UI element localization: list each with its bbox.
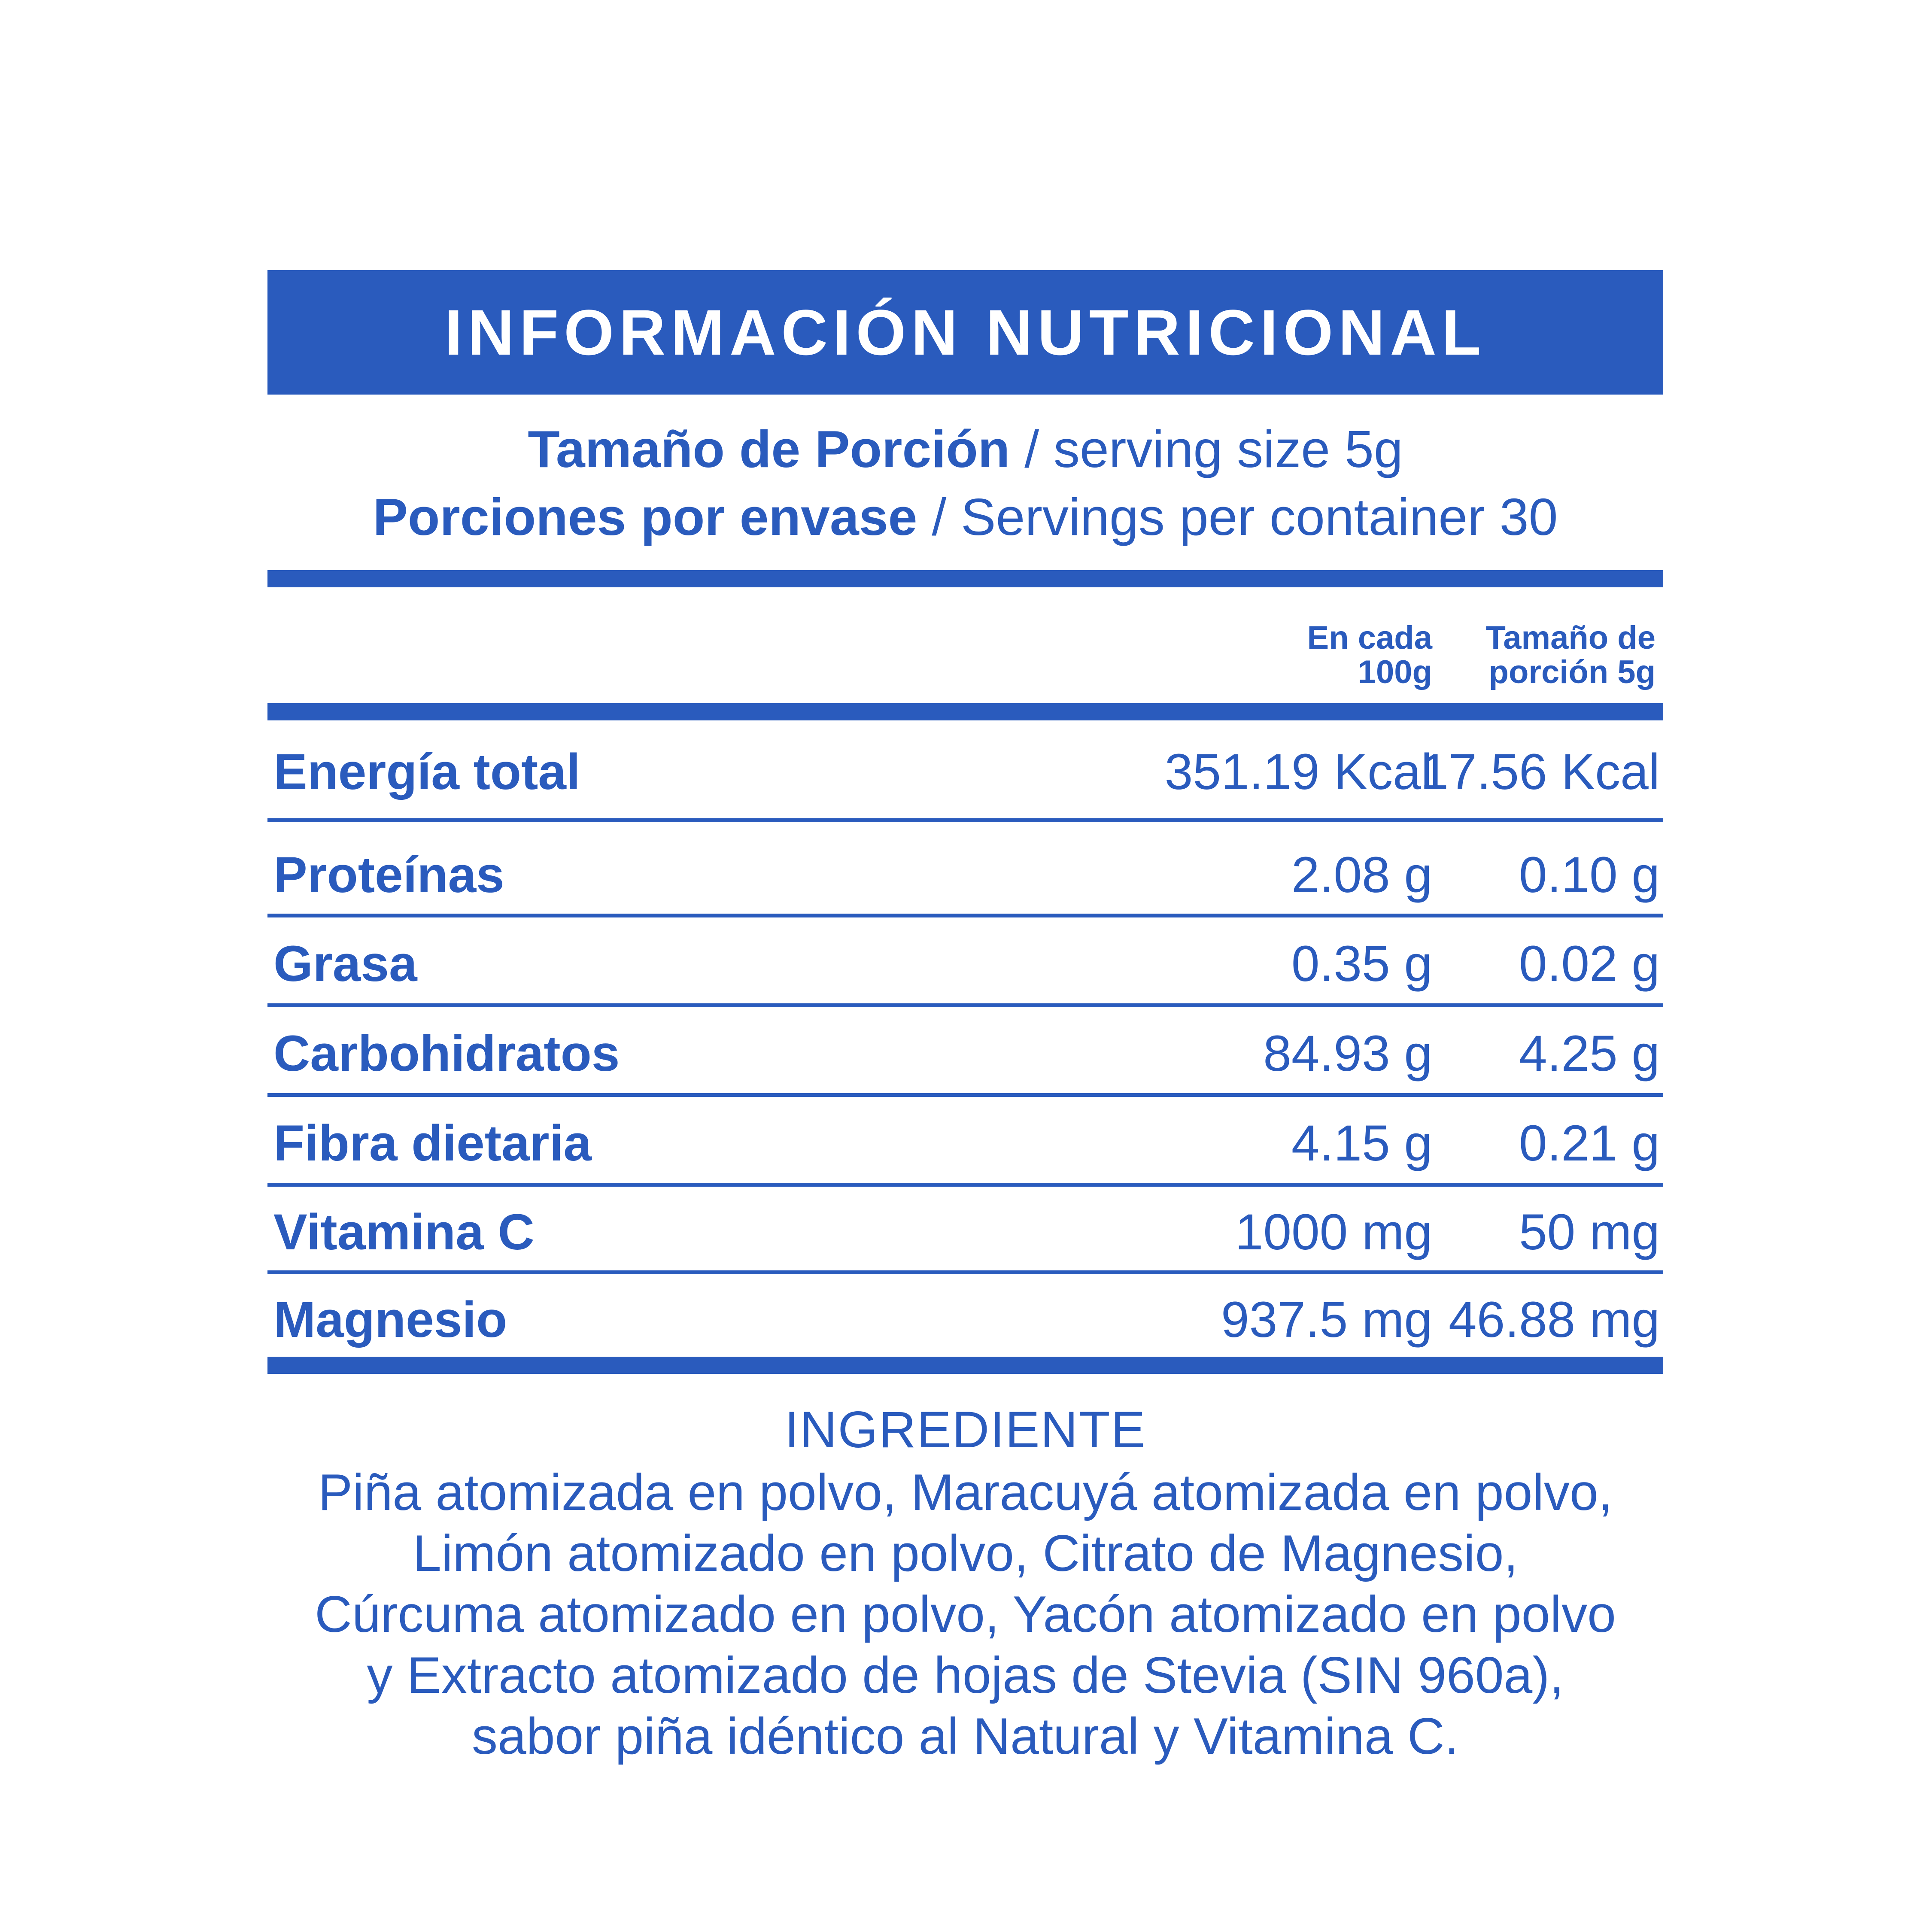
value-per-100g: 351.19 Kcal: [1164, 744, 1432, 800]
row-divider: [267, 1183, 1663, 1187]
value-per-100g: 4.15 g: [1291, 1115, 1432, 1172]
value-per-serving: 17.56 Kcal: [1420, 744, 1660, 800]
value-per-100g: 2.08 g: [1291, 847, 1432, 903]
nutrition-panel: [267, 270, 1663, 1767]
table-row: [267, 1274, 1663, 1357]
row-divider: [267, 818, 1663, 822]
servings-per-container-value: / Servings per container 30: [917, 488, 1558, 546]
row-divider: [267, 1093, 1663, 1097]
nutrient-label: Proteínas: [273, 847, 504, 903]
nutrient-label: Carbohidratos: [273, 1025, 620, 1082]
value-per-serving: 0.02 g: [1519, 936, 1660, 992]
serving-size-label: Tamaño de Porción: [528, 420, 1010, 478]
ingredients-title: INGREDIENTE: [784, 1401, 1146, 1458]
ingredients-line: Limón atomizado en polvo, Citrato de Magnesio,: [413, 1525, 1518, 1582]
ingredients-section: [267, 1397, 1663, 1767]
nutrient-label: Fibra dietaria: [273, 1115, 592, 1172]
value-per-serving: 50 mg: [1519, 1204, 1660, 1261]
divider-thick: [267, 703, 1663, 720]
table-row: [267, 1097, 1663, 1183]
row-divider: [267, 1270, 1663, 1274]
servings-per-container-line: [267, 483, 1663, 551]
column-header-per-serving: Tamaño de porción 5g: [1485, 620, 1656, 690]
value-per-serving: 0.10 g: [1519, 847, 1660, 903]
table-row: [267, 917, 1663, 1003]
serving-size-value: / serving size 5g: [1010, 420, 1403, 478]
nutrient-label: Energía total: [273, 744, 580, 800]
value-per-serving: 46.88 mg: [1449, 1291, 1660, 1348]
nutrient-label: Magnesio: [273, 1291, 507, 1348]
table-row: [267, 1007, 1663, 1093]
row-divider: [267, 1003, 1663, 1007]
value-per-100g: 84.93 g: [1263, 1025, 1432, 1082]
nutrient-table: [267, 720, 1663, 1357]
servings-per-container-label: Porciones por envase: [373, 488, 917, 546]
table-row: [267, 1187, 1663, 1270]
value-per-100g: 0.35 g: [1291, 936, 1432, 992]
table-row: [267, 720, 1663, 818]
nutrient-label: Vitamina C: [273, 1204, 535, 1261]
serving-size-line: [267, 415, 1663, 483]
divider-thick: [267, 1357, 1663, 1374]
nutrient-label: Grasa: [273, 936, 417, 992]
panel-title-bar: [267, 270, 1663, 395]
ingredients-line: sabor piña idéntico al Natural y Vitamina C.: [472, 1707, 1459, 1765]
divider-thick: [267, 570, 1663, 587]
ingredients-line: Piña atomizada en polvo, Maracuyá atomizada en polvo,: [318, 1464, 1613, 1521]
column-headers: [267, 587, 1663, 703]
value-per-100g: 937.5 mg: [1221, 1291, 1432, 1348]
column-header-per-100g: En cada 100g: [1307, 620, 1432, 690]
value-per-serving: 4.25 g: [1519, 1025, 1660, 1082]
row-divider: [267, 914, 1663, 917]
serving-info: [267, 415, 1663, 551]
table-row: [267, 822, 1663, 914]
ingredients-line: y Extracto atomizado de hojas de Stevia (SIN 960a),: [367, 1646, 1564, 1704]
ingredients-line: Cúrcuma atomizado en polvo, Yacón atomizado en polvo: [315, 1586, 1616, 1643]
value-per-serving: 0.21 g: [1519, 1115, 1660, 1172]
panel-title: INFORMACIÓN NUTRICIONAL: [444, 296, 1486, 368]
value-per-100g: 1000 mg: [1235, 1204, 1432, 1261]
